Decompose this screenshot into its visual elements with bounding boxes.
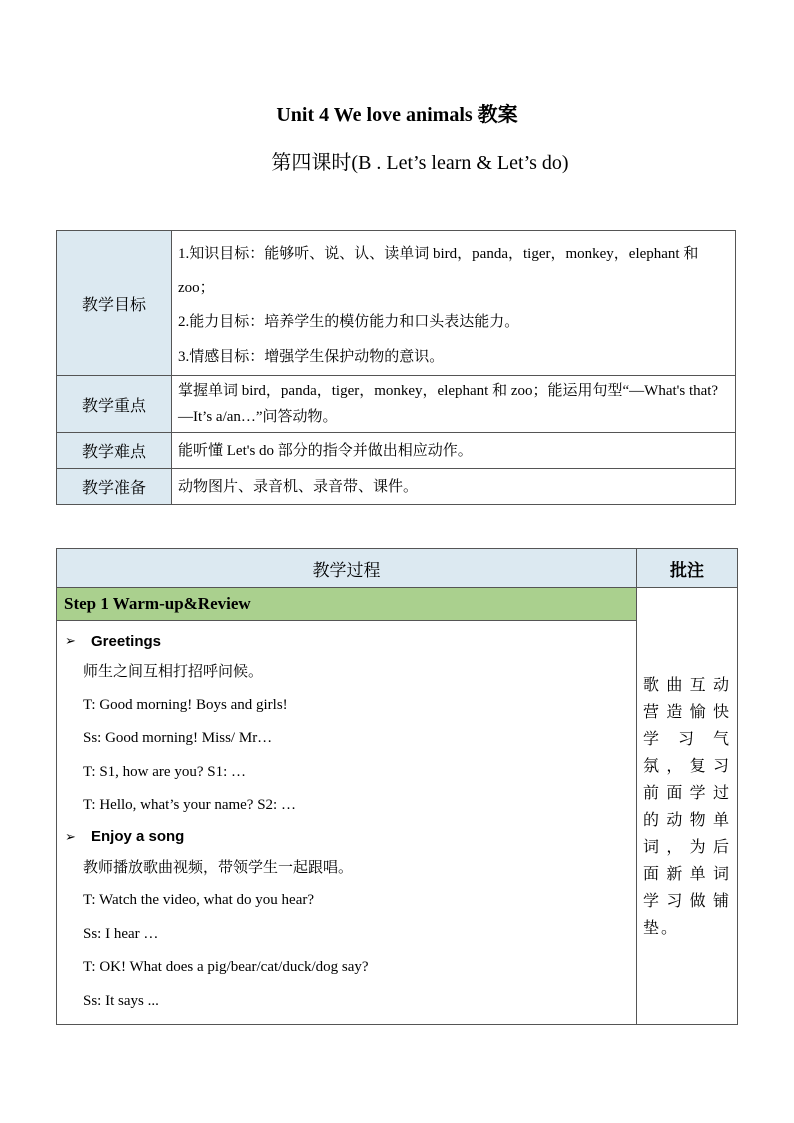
process-line: 教师播放歌曲视频，带领学生一起跟唱。 [83, 857, 354, 876]
process-header-row [57, 549, 738, 588]
arrow-bullet-icon: ➢ [65, 828, 76, 844]
row-content [172, 469, 736, 505]
goal-paragraph: 3.情感目标：增强学生保护动物的意识。 [178, 348, 445, 365]
page-subtitle: 第四课时(B . Let’s learn & Let’s do) [271, 152, 569, 174]
difficulty-paragraph: 能听懂 Let's do 部分的指令并做出相应动作。 [178, 442, 473, 459]
key-points-paragraph: 掌握单词 bird，panda，tiger，monkey，elephant 和 zoo；能运用句型“—What's that?—It’s a/an…”问答动物。 [178, 383, 719, 425]
process-table [56, 548, 738, 1025]
notes-header: 批注 [637, 549, 738, 588]
step-title: Step 1 Warm-up&Review [57, 588, 637, 621]
row-content [172, 376, 736, 433]
process-header: 教学过程 [57, 549, 637, 588]
section-heading-text: Greetings [91, 632, 162, 650]
row-content [172, 433, 736, 469]
key-points-row [57, 376, 736, 433]
difficulty-row [57, 433, 736, 469]
preparation-paragraph: 动物图片、录音机、录音带、课件。 [178, 478, 419, 495]
process-line: T: OK! What does a pig/bear/cat/duck/dog say? [83, 959, 369, 975]
section-heading [57, 627, 636, 655]
goals-row [57, 231, 736, 376]
step-body-row [57, 621, 738, 1025]
row-label: 教学准备 [57, 469, 172, 505]
process-line: Ss: Good morning! Miss/ Mr… [83, 730, 273, 746]
process-line: T: Watch the video, what do you hear? [83, 892, 315, 908]
process-line: T: Hello, what’s your name? S2: … [83, 797, 296, 813]
goals-table [56, 230, 736, 505]
arrow-bullet-icon: ➢ [65, 633, 76, 648]
section-heading-text: Enjoy a song [91, 828, 185, 845]
section-heading [57, 823, 636, 851]
process-line: Ss: I hear … [83, 925, 159, 942]
page-title: Unit 4 We love animals 教案 [276, 104, 518, 126]
preparation-row [57, 469, 736, 505]
row-content [172, 231, 736, 376]
step-row [57, 588, 738, 621]
step-body [57, 621, 637, 1025]
process-line: T: Good morning! Boys and girls! [83, 696, 288, 713]
row-label: 教学难点 [57, 433, 172, 469]
row-label: 教学目标 [57, 231, 172, 376]
notes-cell: 歌曲互动营造愉快学习气氛，复习前面学过的动物单词，为后面新单词学习做铺垫。 [637, 588, 738, 1025]
process-line: Ss: It says ... [83, 992, 159, 1009]
process-line: T: S1, how are you? S1: … [83, 763, 246, 780]
goal-paragraph: 1.知识目标：能够听、说、认、读单词 bird，panda，tiger，monkey，elephant 和 zoo； [178, 245, 699, 296]
process-line: 师生之间互相打招呼问候。 [83, 662, 264, 680]
row-label: 教学重点 [57, 376, 172, 433]
goal-paragraph: 2.能力目标：培养学生的模仿能力和口头表达能力。 [178, 313, 520, 330]
